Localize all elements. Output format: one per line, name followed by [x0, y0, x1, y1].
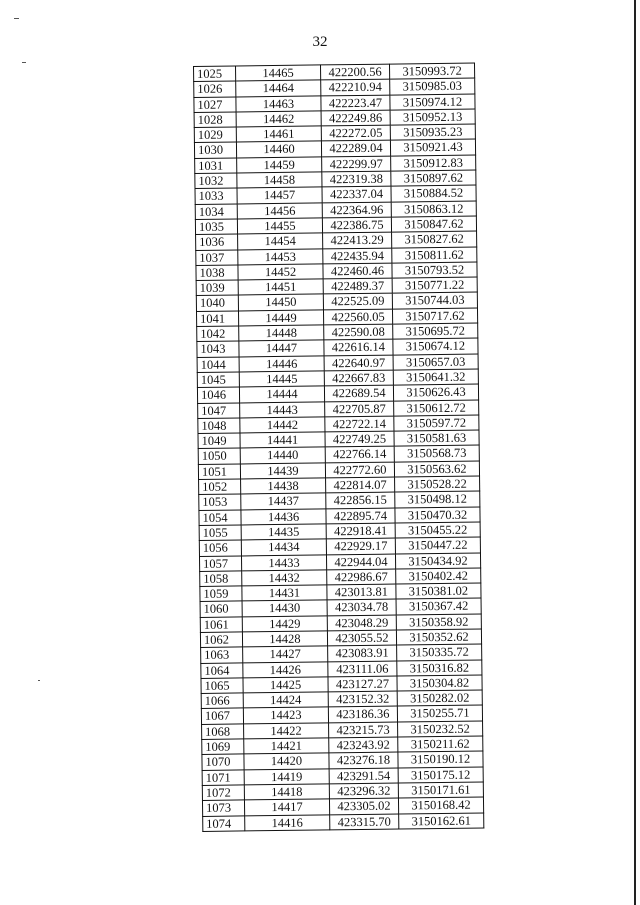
y-coordinate-cell: 3150402.42 — [396, 568, 481, 584]
source-number-cell: 14441 — [240, 432, 325, 448]
y-coordinate-cell: 3150335.72 — [397, 644, 482, 660]
source-number-cell: 14452 — [238, 264, 323, 280]
source-number-cell: 14419 — [244, 769, 329, 785]
y-coordinate-cell: 3150847.62 — [391, 216, 476, 232]
point-number-cell: 1038 — [196, 265, 238, 281]
x-coordinate-cell: 422289.04 — [321, 141, 390, 157]
point-number-cell: 1029 — [194, 127, 236, 143]
point-number-cell: 1064 — [201, 663, 243, 679]
point-number-cell: 1057 — [199, 555, 241, 571]
x-coordinate-cell: 422944.04 — [326, 554, 395, 570]
source-number-cell: 14440 — [240, 447, 325, 463]
point-number-cell: 1048 — [198, 418, 240, 434]
x-coordinate-cell: 423083.91 — [328, 645, 397, 661]
point-number-cell: 1040 — [196, 295, 238, 311]
point-number-cell: 1037 — [196, 250, 238, 266]
y-coordinate-cell: 3150863.12 — [391, 201, 476, 217]
source-number-cell: 14431 — [242, 585, 327, 601]
table-row — [203, 813, 484, 832]
y-coordinate-cell: 3150717.62 — [392, 308, 477, 324]
source-number-cell: 14424 — [243, 692, 328, 708]
source-number-cell: 14439 — [240, 463, 325, 479]
point-number-cell: 1043 — [197, 341, 239, 357]
point-number-cell: 1074 — [203, 815, 245, 831]
y-coordinate-cell: 3150175.12 — [398, 767, 483, 783]
y-coordinate-cell: 3150447.22 — [395, 537, 480, 553]
source-number-cell: 14457 — [237, 187, 322, 203]
x-coordinate-cell: 422814.07 — [326, 477, 395, 493]
source-number-cell: 14453 — [238, 248, 323, 264]
y-coordinate-cell: 3150921.43 — [390, 140, 475, 156]
source-number-cell: 14446 — [239, 356, 324, 372]
y-coordinate-cell: 3150793.52 — [392, 262, 477, 278]
point-number-cell: 1059 — [200, 586, 242, 602]
y-coordinate-cell: 3150381.02 — [396, 583, 481, 599]
point-number-cell: 1035 — [195, 219, 237, 235]
source-number-cell: 14435 — [241, 524, 326, 540]
x-coordinate-cell: 423215.73 — [329, 722, 398, 738]
source-number-cell: 14416 — [245, 814, 330, 830]
source-number-cell: 14456 — [237, 203, 322, 219]
source-number-cell: 14450 — [238, 294, 323, 310]
x-coordinate-cell: 422435.94 — [323, 248, 392, 264]
source-number-cell: 14459 — [237, 157, 322, 173]
y-coordinate-cell: 3150528.22 — [395, 476, 480, 492]
x-coordinate-cell: 423034.78 — [327, 599, 396, 615]
point-number-cell: 1069 — [202, 739, 244, 755]
y-coordinate-cell: 3150695.72 — [393, 323, 478, 339]
y-coordinate-cell: 3150255.71 — [397, 705, 482, 721]
source-number-cell: 14433 — [241, 554, 326, 570]
x-coordinate-cell: 423186.36 — [328, 707, 397, 723]
point-number-cell: 1071 — [202, 770, 244, 786]
y-coordinate-cell: 3150168.42 — [398, 797, 483, 813]
y-coordinate-cell: 3150171.61 — [398, 782, 483, 798]
source-number-cell: 14462 — [236, 111, 321, 127]
source-number-cell: 14417 — [244, 799, 329, 815]
x-coordinate-cell: 423243.92 — [329, 737, 398, 753]
y-coordinate-cell: 3150657.03 — [393, 354, 478, 370]
source-number-cell: 14444 — [239, 386, 324, 402]
source-number-cell: 14463 — [236, 96, 321, 112]
x-coordinate-cell: 423296.32 — [329, 783, 398, 799]
point-number-cell: 1032 — [195, 173, 237, 189]
point-number-cell: 1060 — [200, 601, 242, 617]
source-number-cell: 14421 — [244, 738, 329, 754]
x-coordinate-cell: 422200.56 — [320, 64, 389, 80]
source-number-cell: 14436 — [241, 509, 326, 525]
source-number-cell: 14455 — [237, 218, 322, 234]
point-number-cell: 1047 — [198, 402, 240, 418]
x-coordinate-cell: 422772.60 — [325, 462, 394, 478]
x-coordinate-cell: 422766.14 — [325, 446, 394, 462]
point-number-cell: 1034 — [195, 204, 237, 220]
point-number-cell: 1026 — [194, 81, 236, 97]
source-number-cell: 14454 — [238, 233, 323, 249]
point-number-cell: 1036 — [196, 234, 238, 250]
y-coordinate-cell: 3150935.23 — [390, 124, 475, 140]
point-number-cell: 1053 — [199, 494, 241, 510]
x-coordinate-cell: 422929.17 — [326, 538, 395, 554]
y-coordinate-cell: 3150612.72 — [394, 400, 479, 416]
source-number-cell: 14448 — [239, 325, 324, 341]
scan-mark — [14, 18, 19, 19]
x-coordinate-cell: 422413.29 — [323, 232, 392, 248]
point-number-cell: 1058 — [200, 571, 242, 587]
source-number-cell: 14465 — [236, 65, 321, 81]
y-coordinate-cell: 3150568.73 — [394, 445, 479, 461]
y-coordinate-cell: 3150434.92 — [395, 553, 480, 569]
x-coordinate-cell: 422525.09 — [323, 294, 392, 310]
x-coordinate-cell: 422722.14 — [325, 416, 394, 432]
page-number: 32 — [312, 34, 328, 50]
x-coordinate-cell: 423315.70 — [330, 814, 399, 830]
source-number-cell: 14427 — [243, 646, 328, 662]
y-coordinate-cell: 3150827.62 — [392, 231, 477, 247]
source-number-cell: 14447 — [239, 340, 324, 356]
x-coordinate-cell: 423055.52 — [327, 630, 396, 646]
point-number-cell: 1042 — [197, 326, 239, 342]
x-coordinate-cell: 422299.97 — [322, 156, 391, 172]
y-coordinate-cell: 3150985.03 — [390, 78, 475, 94]
point-number-cell: 1025 — [194, 66, 236, 82]
source-number-cell: 14422 — [244, 723, 329, 739]
page-edge-line — [634, 0, 636, 905]
x-coordinate-cell: 422590.08 — [324, 324, 393, 340]
point-number-cell: 1056 — [199, 540, 241, 556]
source-number-cell: 14430 — [242, 600, 327, 616]
y-coordinate-cell: 3150897.62 — [391, 170, 476, 186]
source-number-cell: 14460 — [236, 141, 321, 157]
point-number-cell: 1066 — [201, 693, 243, 709]
x-coordinate-cell: 423276.18 — [329, 752, 398, 768]
point-number-cell: 1054 — [199, 510, 241, 526]
y-coordinate-cell: 3150304.82 — [397, 675, 482, 691]
source-number-cell: 14437 — [241, 493, 326, 509]
x-coordinate-cell: 423013.81 — [327, 584, 396, 600]
y-coordinate-cell: 3150974.12 — [390, 94, 475, 110]
x-coordinate-cell: 422918.41 — [326, 523, 395, 539]
y-coordinate-cell: 3150190.12 — [398, 751, 483, 767]
y-coordinate-cell: 3150811.62 — [392, 247, 477, 263]
y-coordinate-cell: 3150352.62 — [396, 629, 481, 645]
source-number-cell: 14442 — [240, 417, 325, 433]
point-number-cell: 1055 — [199, 525, 241, 541]
x-coordinate-cell: 422895.74 — [326, 508, 395, 524]
x-coordinate-cell: 423305.02 — [329, 798, 398, 814]
x-coordinate-cell: 422856.15 — [326, 492, 395, 508]
y-coordinate-cell: 3150641.32 — [393, 369, 478, 385]
y-coordinate-cell: 3150993.72 — [389, 63, 474, 79]
y-coordinate-cell: 3150162.61 — [399, 813, 484, 829]
x-coordinate-cell: 422749.25 — [325, 431, 394, 447]
y-coordinate-cell: 3150358.92 — [396, 614, 481, 630]
point-number-cell: 1044 — [197, 357, 239, 373]
x-coordinate-cell: 422337.04 — [322, 186, 391, 202]
point-number-cell: 1027 — [194, 97, 236, 113]
x-coordinate-cell: 422489.37 — [323, 278, 392, 294]
source-number-cell: 14429 — [242, 616, 327, 632]
x-coordinate-cell: 423291.54 — [329, 768, 398, 784]
x-coordinate-cell: 422460.46 — [323, 263, 392, 279]
x-coordinate-cell: 422560.05 — [323, 309, 392, 325]
source-number-cell: 14418 — [244, 784, 329, 800]
x-coordinate-cell: 423111.06 — [328, 661, 397, 677]
y-coordinate-cell: 3150771.22 — [392, 277, 477, 293]
point-number-cell: 1030 — [194, 142, 236, 158]
scan-mark — [22, 62, 26, 63]
x-coordinate-cell: 423152.32 — [328, 691, 397, 707]
x-coordinate-cell: 422616.14 — [324, 339, 393, 355]
y-coordinate-cell: 3150597.72 — [394, 415, 479, 431]
point-number-cell: 1063 — [201, 647, 243, 663]
y-coordinate-cell: 3150470.32 — [395, 507, 480, 523]
x-coordinate-cell: 423127.27 — [328, 676, 397, 692]
point-number-cell: 1039 — [196, 280, 238, 296]
y-coordinate-cell: 3150282.02 — [397, 690, 482, 706]
point-number-cell: 1073 — [202, 800, 244, 816]
x-coordinate-cell: 422386.75 — [322, 217, 391, 233]
x-coordinate-cell: 422249.86 — [321, 110, 390, 126]
source-number-cell: 14425 — [243, 677, 328, 693]
y-coordinate-cell: 3150626.43 — [393, 384, 478, 400]
x-coordinate-cell: 422640.97 — [324, 355, 393, 371]
point-number-cell: 1068 — [202, 724, 244, 740]
y-coordinate-cell: 3150498.12 — [395, 491, 480, 507]
y-coordinate-cell: 3150912.83 — [391, 155, 476, 171]
source-number-cell: 14458 — [237, 172, 322, 188]
point-number-cell: 1031 — [195, 158, 237, 174]
y-coordinate-cell: 3150211.62 — [398, 736, 483, 752]
point-number-cell: 1067 — [201, 708, 243, 724]
point-number-cell: 1070 — [202, 754, 244, 770]
y-coordinate-cell: 3150455.22 — [395, 522, 480, 538]
source-number-cell: 14423 — [243, 707, 328, 723]
source-number-cell: 14445 — [239, 371, 324, 387]
source-number-cell: 14461 — [236, 126, 321, 142]
point-number-cell: 1041 — [196, 311, 238, 327]
y-coordinate-cell: 3150316.82 — [397, 660, 482, 676]
table-body — [194, 63, 484, 831]
x-coordinate-cell: 422272.05 — [321, 125, 390, 141]
x-coordinate-cell: 422667.83 — [324, 370, 393, 386]
point-number-cell: 1061 — [200, 617, 242, 633]
point-number-cell: 1050 — [198, 448, 240, 464]
point-number-cell: 1072 — [202, 785, 244, 801]
source-number-cell: 14449 — [238, 310, 323, 326]
x-coordinate-cell: 422364.96 — [322, 202, 391, 218]
y-coordinate-cell: 3150232.52 — [398, 721, 483, 737]
point-number-cell: 1065 — [201, 678, 243, 694]
point-number-cell: 1049 — [198, 433, 240, 449]
y-coordinate-cell: 3150952.13 — [390, 109, 475, 125]
point-number-cell: 1051 — [198, 464, 240, 480]
source-number-cell: 14420 — [244, 753, 329, 769]
y-coordinate-cell: 3150674.12 — [393, 338, 478, 354]
point-number-cell: 1046 — [197, 387, 239, 403]
source-number-cell: 14426 — [243, 661, 328, 677]
point-number-cell: 1033 — [195, 188, 237, 204]
source-number-cell: 14432 — [242, 570, 327, 586]
source-number-cell: 14464 — [236, 80, 321, 96]
source-number-cell: 14443 — [240, 401, 325, 417]
point-number-cell: 1045 — [197, 372, 239, 388]
point-number-cell: 1028 — [194, 112, 236, 128]
y-coordinate-cell: 3150563.62 — [394, 461, 479, 477]
source-number-cell: 14451 — [238, 279, 323, 295]
source-number-cell: 14434 — [241, 539, 326, 555]
point-number-cell: 1052 — [199, 479, 241, 495]
source-number-cell: 14438 — [241, 478, 326, 494]
y-coordinate-cell: 3150581.63 — [394, 430, 479, 446]
x-coordinate-cell: 422986.67 — [327, 569, 396, 585]
x-coordinate-cell: 422705.87 — [325, 401, 394, 417]
y-coordinate-cell: 3150744.03 — [392, 292, 477, 308]
coordinates-table — [193, 63, 484, 832]
source-number-cell: 14428 — [242, 631, 327, 647]
x-coordinate-cell: 422210.94 — [321, 79, 390, 95]
x-coordinate-cell: 423048.29 — [327, 615, 396, 631]
x-coordinate-cell: 422689.54 — [324, 385, 393, 401]
x-coordinate-cell: 422223.47 — [321, 95, 390, 111]
scan-mark — [38, 680, 40, 681]
point-number-cell: 1062 — [200, 632, 242, 648]
y-coordinate-cell: 3150367.42 — [396, 598, 481, 614]
x-coordinate-cell: 422319.38 — [322, 171, 391, 187]
y-coordinate-cell: 3150884.52 — [391, 185, 476, 201]
